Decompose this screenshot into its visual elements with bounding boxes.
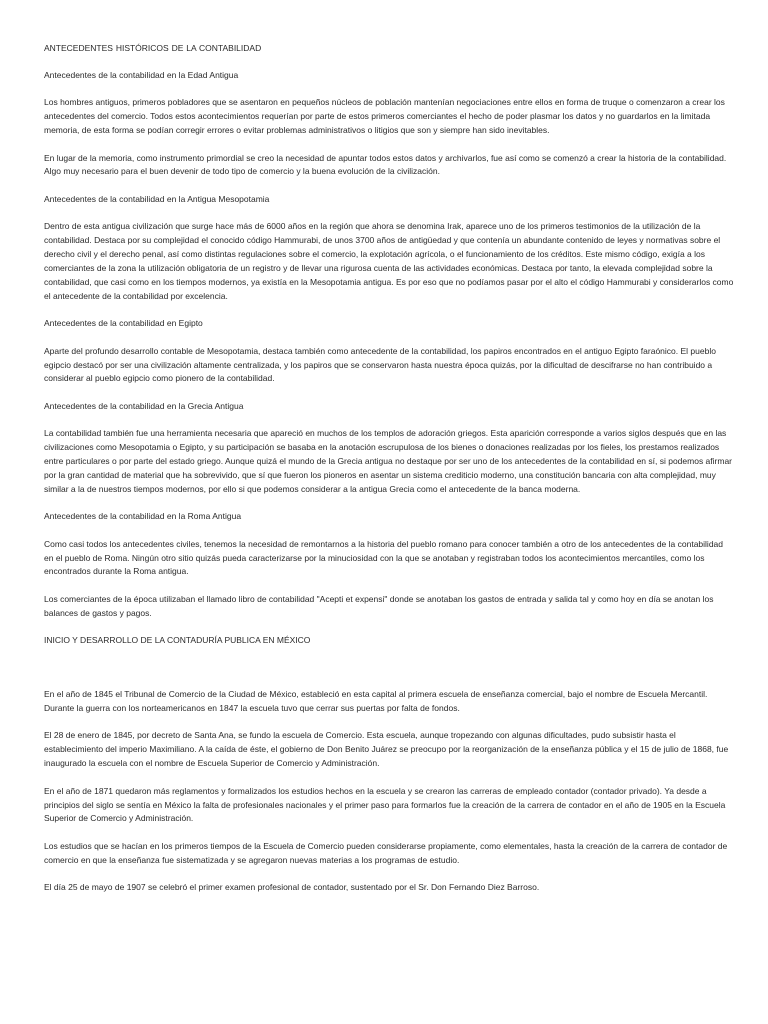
section-heading-egipto: Antecedentes de la contabilidad en Egipto [44, 318, 203, 329]
paragraph: Como casi todos los antecedentes civiles, tenemos la necesidad de remontarnos a la historia del pueblo romano para conocer también a otro de los antecedentes de la contabilidad en el pueblo de Roma. Ningún otro sitio quizás pueda caracterizarse por la minuciosidad con la que se anotaban y registraban todos los acontecimientos mercantiles, como los encontrados durante la Roma antigua. [44, 538, 723, 577]
paragraph: Aparte del profundo desarrollo contable de Mesopotamia, destaca también como antecedente de la contabilidad, los papiros encontrados en el antiguo Egipto faraónico. El pueblo egipcio destacó por ser una civilización altamente centralizada, y los papiros que se conservaron hasta nuestra época quizás, por la dificultad de descifrarse no han contribuido a considerar al pueblo egipcio como pionero de la contabilidad. [44, 345, 716, 384]
paragraph: Los comerciantes de la época utilizaban el llamado libro de contabilidad "Acepti et expensi" donde se anotaban los gastos de entrada y salida tal y como hoy en día se anotan los balances de gastos y pagos. [44, 593, 714, 618]
paragraph: La contabilidad también fue una herramienta necesaria que apareció en muchos de los templos de adoración griegos. Esta aparición corresponde a varios siglos después que en las civilizaciones como Mesopotamia o Egipto, y su participación se basaba en la anotación escrupulosa de los bienes o donaciones realizadas por los fieles, los prestamos realizados entre particulares o por parte del estado griego. Aunque quizá el mundo de la Grecia antigua no destaque por ser uno de los antecedentes de la contabilidad en sí, si podemos afirmar por la gran cantidad de material que ha sobrevivido, que sí que fueron los pioneros en asentar un sistema crediticio moderno, una constitución bancaria con alta complejidad, muy similar a la de nuestros tiempos modernos, por ello si que podemos considerar a la antigua Grecia como el antecedente de la banca moderna. [44, 428, 732, 494]
paragraph: El 28 de enero de 1845, por decreto de Santa Ana, se fundo la escuela de Comercio. Esta escuela, aunque tropezando con algunas dificultades, pudo subsistir hasta el establecimiento del imperio Maximiliano. A la caída de éste, el gobierno de Don Benito Juárez se preocupo por la reorganización de la enseñanza pública y el 15 de julio de 1868, fue inaugurado la escuela con el nombre de Escuela Superior de Comercio y Administración. [44, 730, 729, 769]
paragraph: En el año de 1871 quedaron más reglamentos y formalizados los estudios hechos en la escuela y se crearon las carreras de empleado contador (contador privado). Ya desde a principios del siglo se sentía en México la falta de profesionales nacionales y el primer paso para formarlos fue la creación de la carrera de contador en el año de 1905 en la Escuela Superior de Comercio y Administración. [44, 785, 726, 824]
paragraph: Los estudios que se hacían en los primeros tiempos de la Escuela de Comercio pueden considerarse propiamente, como elementales, hasta la creación de la carrera de contador de comercio en que la enseñanza fue sistematizada y se agregaron nuevas materias a los programas de estudio. [44, 840, 728, 865]
section-heading-edad-antigua: Antecedentes de la contabilidad en la Edad Antigua [44, 69, 239, 80]
section-heading-grecia: Antecedentes de la contabilidad en la Grecia Antigua [44, 400, 244, 411]
section-heading-mexico: INICIO Y DESARROLLO DE LA CONTADURÍA PUBLICA EN MÉXICO [44, 635, 311, 646]
paragraph: En lugar de la memoria, como instrumento primordial se creo la necesidad de apuntar todos estos datos y archivarlos, fue así como se comenzó a crear la historia de la contabilidad. Algo muy necesario para el buen devenir de todo tipo de comercio y la buena evolución de la civilización. [44, 152, 727, 177]
document-body [44, 42, 734, 909]
document-title: ANTECEDENTES HISTÓRICOS DE LA CONTABILIDAD [44, 43, 262, 53]
paragraph: El día 25 de mayo de 1907 se celebró el primer examen profesional de contador, sustentado por el Sr. Don Fernando Diez Barroso. [44, 882, 540, 893]
paragraph: Dentro de esta antigua civilización que surge hace más de 6000 años en la región que ahora se denomina Irak, aparece uno de los primeros testimonios de la utilización de la contabilidad. Destaca por su complejidad el conocido código Hammurabi, de unos 3700 años de antigüedad y que contenía un abundante contenido de leyes y normativas sobre el derecho civil y el derecho penal, así como distintas regulaciones sobre el comercio, la explotación agrícola, o el funcionamiento de los créditos. Este mismo código, exigía a los comerciantes de la zona la utilización obligatoria de un registro y de llevar una rigurosa cuenta de las actividades económicas. Destaca por tanto, la elevada complejidad sobre la contabilidad, que casi como en los tiempos modernos, ya existía en la Mesopotamia antigua. Es por eso que no podíamos pasar por el alto el código Hammurabi y considerarlos como el antecedente de la contabilidad por excelencia. [44, 221, 734, 301]
section-heading-mesopotamia: Antecedentes de la contabilidad en la Antigua Mesopotamia [44, 193, 270, 204]
paragraph: En el año de 1845 el Tribunal de Comercio de la Ciudad de México, estableció en esta capital al primera escuela de enseñanza comercial, bajo el nombre de Escuela Mercantil. Durante la guerra con los norteamericanos en 1847 la escuela tuvo que cerrar sus puertas por falta de fondos. [44, 689, 708, 713]
section-heading-roma: Antecedentes de la contabilidad en la Roma Antigua [44, 511, 242, 522]
paragraph: Los hombres antiguos, primeros pobladores que se asentaron en pequeños núcleos de población mantenían negociaciones entre ellos en forma de truque o comenzaron a crear los antecedentes del comercio. Todos estos acontecimientos requerían por parte de estos primeros comerciantes el hecho de poder plasmar los datos y no guardarlos en la limitada memoria, de esta forma se podían corregir errores o evitar problemas administrativos o litigios que son y siempre han sido inevitables. [44, 97, 725, 136]
